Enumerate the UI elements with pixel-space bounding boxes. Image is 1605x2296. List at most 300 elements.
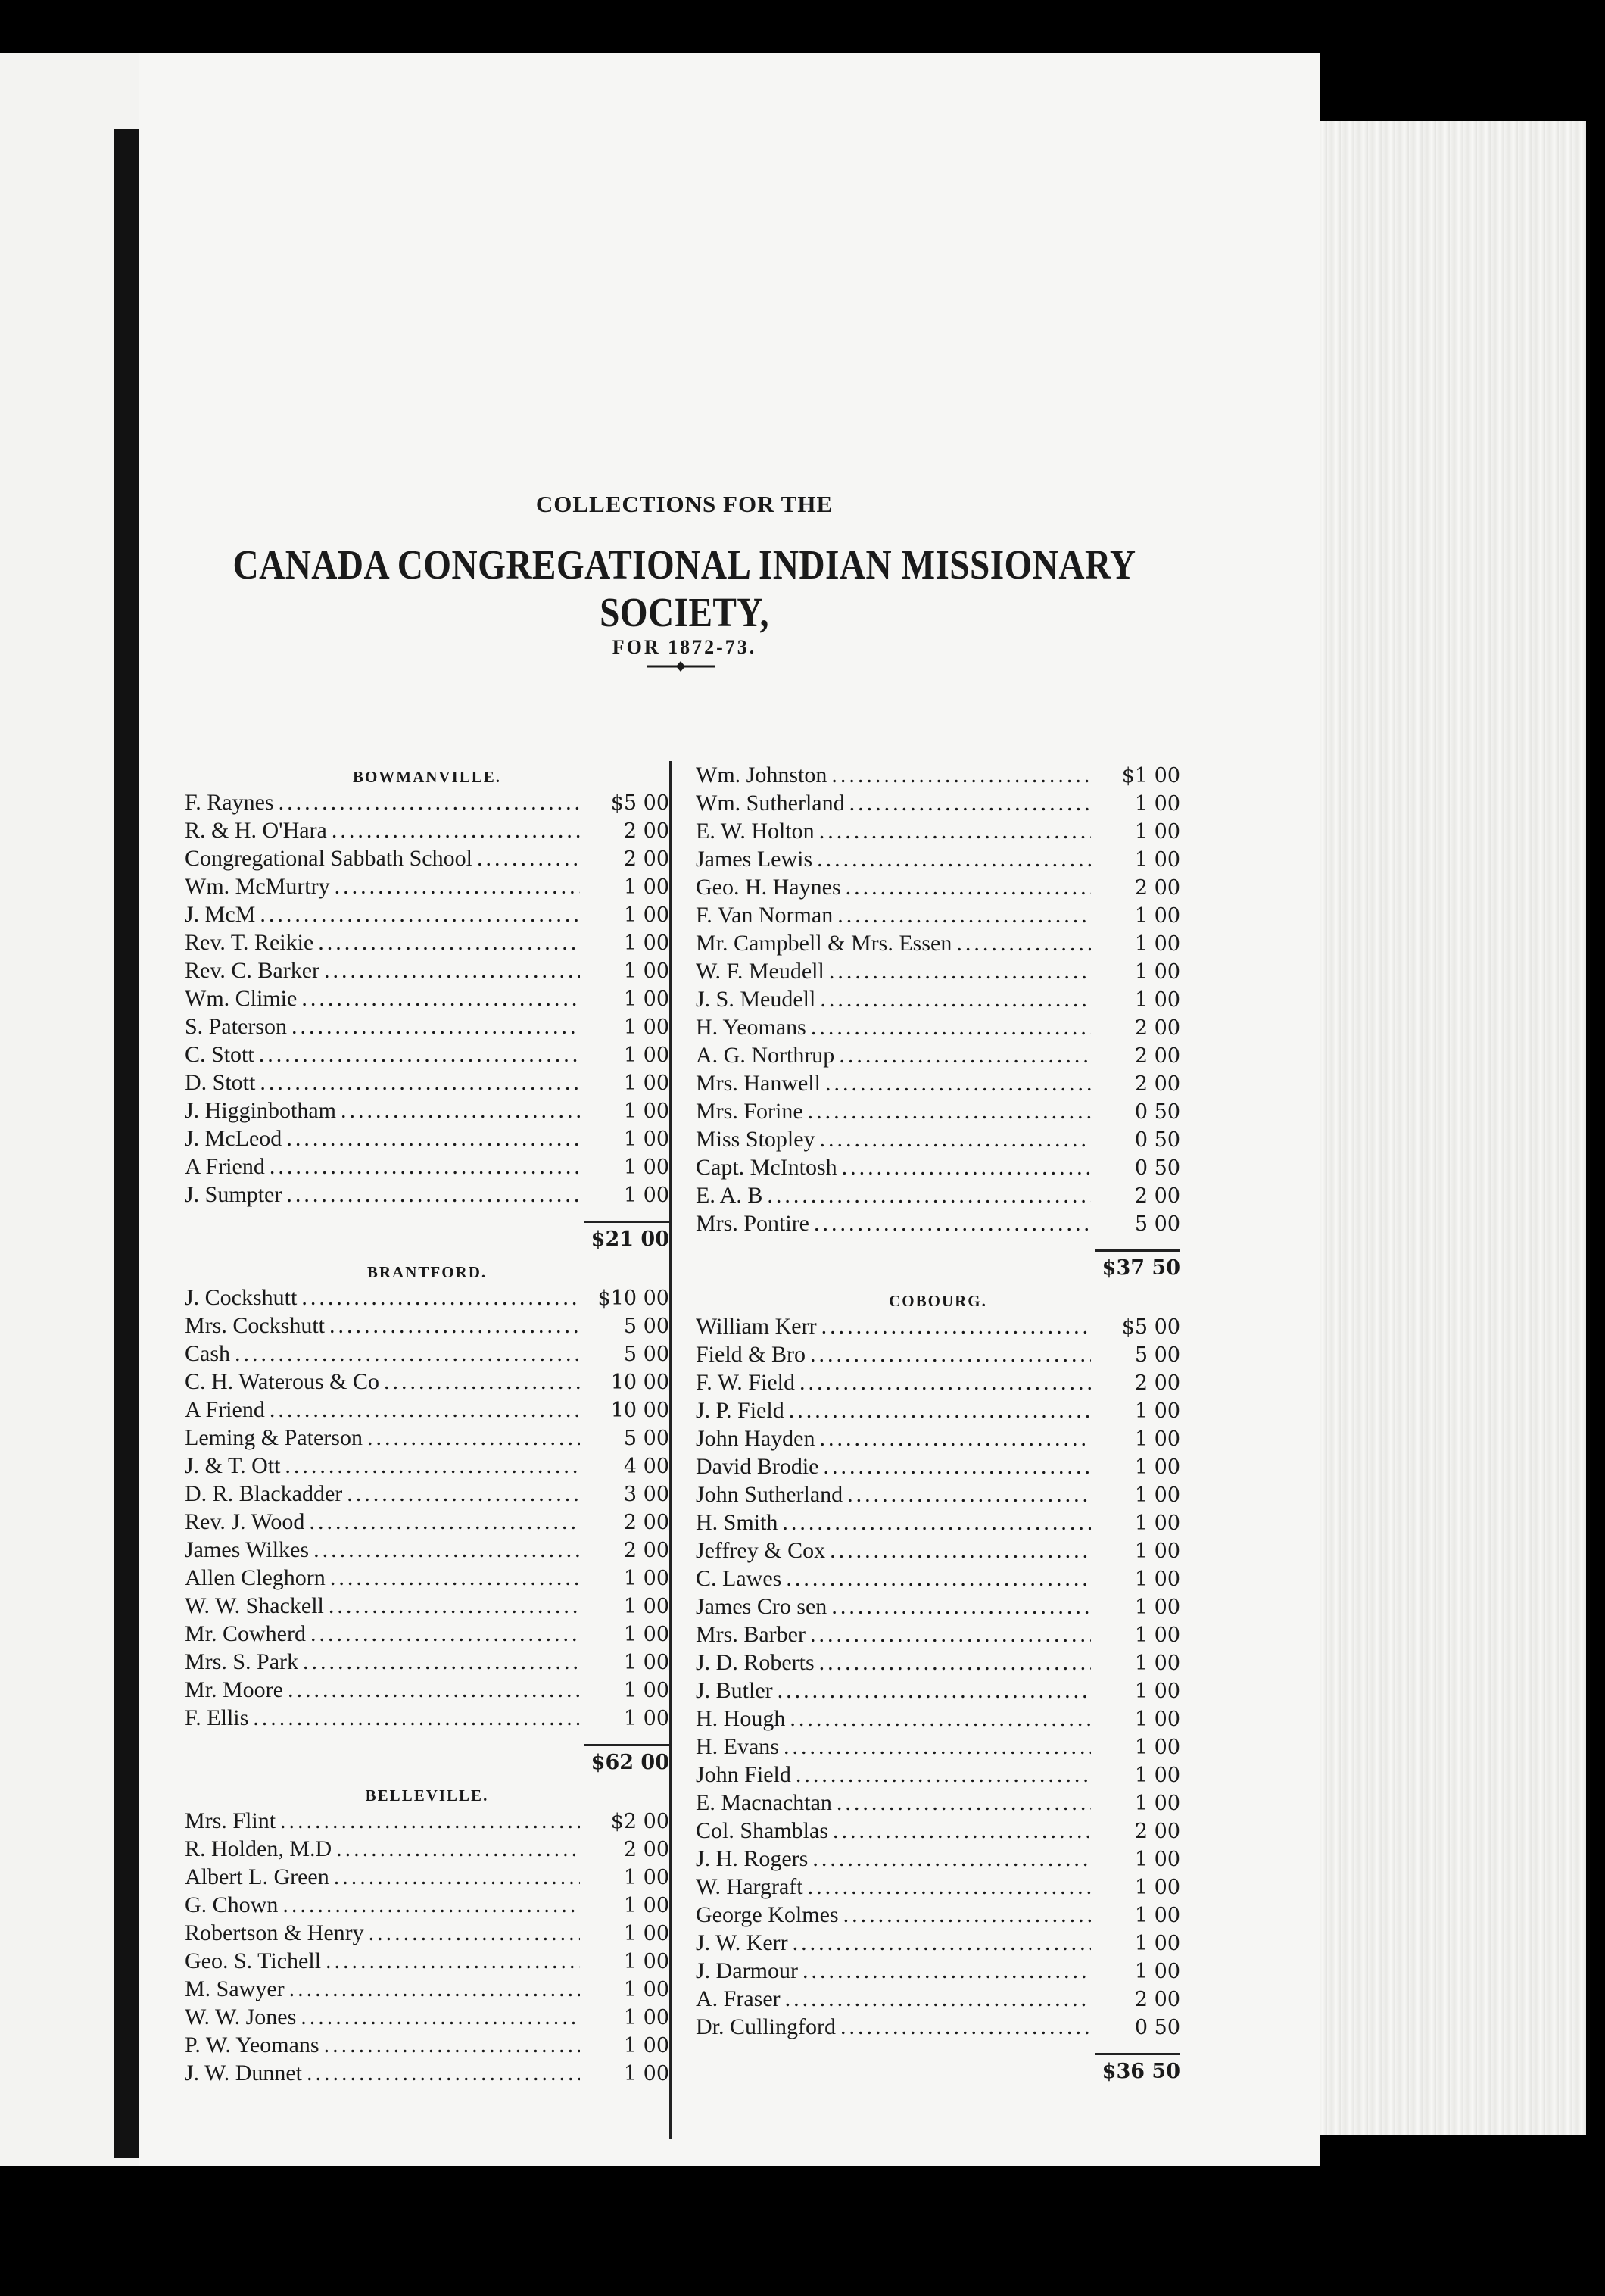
contribution-amount: 1 00 [623, 1072, 669, 1095]
right-column [696, 761, 1180, 2089]
contribution-amount: 1 00 [623, 1894, 669, 1917]
list-item [696, 1181, 1180, 1209]
contributor-name: A. G. Northrup [696, 1043, 835, 1068]
contributor-name: Albert L. Green [185, 1864, 329, 1889]
list-item [696, 1480, 1180, 1508]
leader-dots [831, 761, 1091, 789]
contributor-name: Mr. Cowherd [185, 1621, 306, 1646]
contributor-name: J. D. Roberts [696, 1650, 815, 1675]
leader-dots [785, 1985, 1091, 2013]
contributor-name: J. Sumpter [185, 1182, 282, 1207]
leader-dots [830, 1536, 1091, 1564]
leader-dots [270, 1396, 580, 1424]
leader-dots [384, 1368, 580, 1396]
leader-dots [796, 1761, 1091, 1789]
contributor-name: Mrs. Forine [696, 1099, 803, 1124]
list-item [696, 1452, 1180, 1480]
list-item [696, 1789, 1180, 1817]
page-kicker: COLLECTIONS FOR THE [535, 491, 834, 517]
list-item [696, 1209, 1180, 1237]
contributor-name: Capt. McIntosh [696, 1155, 837, 1180]
leader-dots [285, 1452, 580, 1480]
contribution-amount: 1 00 [623, 1978, 669, 2001]
contributor-name: James Lewis [696, 847, 813, 872]
list-item [185, 1564, 669, 1592]
contribution-amount: 1 00 [1134, 792, 1180, 816]
list-item [696, 1957, 1180, 1985]
leader-dots [279, 788, 580, 816]
contributor-name: W. W. Shackell [185, 1593, 324, 1618]
leader-dots [324, 2031, 580, 2059]
contribution-amount: 1 00 [1134, 988, 1180, 1012]
contributor-name: H. Hough [696, 1706, 786, 1731]
leader-dots [820, 1125, 1091, 1153]
list-item [185, 1480, 669, 1508]
leader-dots [301, 1284, 580, 1312]
leader-dots [289, 1975, 580, 2003]
contribution-amount: 1 00 [1134, 1596, 1180, 1619]
leader-dots [821, 1312, 1091, 1340]
contribution-amount: 1 00 [1134, 1848, 1180, 1871]
list-item [696, 1621, 1180, 1649]
contribution-amount: 2 00 [623, 1539, 669, 1562]
contributor-name: H. Smith [696, 1510, 778, 1535]
list-item [696, 873, 1180, 901]
contributor-name: M. Sawyer [185, 1976, 285, 2001]
list-item [185, 1947, 669, 1975]
contribution-amount: 10 00 [610, 1399, 669, 1422]
list-item [185, 1125, 669, 1153]
contribution-amount: $2 00 [610, 1810, 669, 1833]
contribution-amount: 2 00 [1134, 1016, 1180, 1040]
contributor-name: A. Fraser [696, 1986, 781, 2011]
contribution-amount: 2 00 [623, 1511, 669, 1534]
list-item [185, 1620, 669, 1648]
contributor-name: P. W. Yeomans [185, 2032, 319, 2057]
contribution-amount: 1 00 [1134, 1736, 1180, 1759]
contributor-name: Col. Shamblas [696, 1818, 829, 1843]
list-item [185, 1012, 669, 1040]
list-item [696, 1097, 1180, 1125]
list-item [185, 1863, 669, 1891]
list-item [185, 1424, 669, 1452]
contribution-amount: 1 00 [623, 2034, 669, 2057]
contribution-amount: 1 00 [1134, 1960, 1180, 1983]
contributor-name: E. W. Holton [696, 819, 815, 844]
leader-dots [790, 1705, 1091, 1733]
list-item [185, 2031, 669, 2059]
list-item [696, 1929, 1180, 1957]
leader-dots [808, 1097, 1091, 1125]
list-item [185, 1919, 669, 1947]
list-item [185, 1648, 669, 1676]
leader-dots [811, 1013, 1091, 1041]
contribution-amount: 1 00 [1134, 1708, 1180, 1731]
contribution-amount: 1 00 [623, 959, 669, 983]
list-item [696, 1013, 1180, 1041]
leader-dots [786, 1564, 1091, 1593]
contributor-name: Geo. S. Tichell [185, 1948, 322, 1973]
list-item [185, 1536, 669, 1564]
contributor-name: J. McLeod [185, 1126, 282, 1151]
leader-dots [477, 844, 580, 872]
leader-dots [839, 1041, 1091, 1069]
leader-dots [846, 873, 1091, 901]
contributor-name: F. W. Field [696, 1370, 795, 1395]
contributor-name: William Kerr [696, 1314, 817, 1339]
contribution-amount: 4 00 [623, 1455, 669, 1478]
leader-dots [310, 1620, 580, 1648]
page-year: FOR 1872-73. [612, 636, 757, 658]
leader-dots [808, 1873, 1091, 1901]
contribution-amount: $1 00 [1121, 764, 1180, 788]
list-item [696, 1312, 1180, 1340]
contributor-name: F. Raynes [185, 790, 274, 815]
list-item [696, 901, 1180, 929]
leader-dots [802, 1957, 1091, 1985]
leader-dots [329, 1312, 580, 1340]
contribution-amount: 2 00 [1134, 876, 1180, 900]
list-item [185, 844, 669, 872]
list-item [696, 1536, 1180, 1564]
contributor-name: E. Macnachtan [696, 1790, 832, 1815]
list-item [696, 1733, 1180, 1761]
contribution-amount: 1 00 [623, 1707, 669, 1730]
contributor-name: Allen Cleghorn [185, 1565, 326, 1590]
list-item [185, 2003, 669, 2031]
list-item [185, 1340, 669, 1368]
contribution-amount: 1 00 [623, 1679, 669, 1702]
leader-dots [309, 1508, 580, 1536]
leader-dots [833, 1817, 1091, 1845]
section-spacer [185, 2087, 669, 2095]
contributor-name: Wm. McMurtry [185, 874, 330, 899]
leader-dots [767, 1181, 1091, 1209]
contributor-name: H. Evans [696, 1734, 779, 1759]
contribution-amount: 1 00 [1134, 1427, 1180, 1451]
list-item [185, 872, 669, 900]
contribution-amount: 1 00 [623, 1184, 669, 1207]
list-item [696, 1069, 1180, 1097]
contribution-amount: 0 50 [1134, 1100, 1180, 1124]
left-column [185, 761, 669, 2095]
leader-dots [810, 1621, 1091, 1649]
contributor-name: Mr. Moore [185, 1677, 283, 1702]
leader-dots [812, 1845, 1091, 1873]
list-item [696, 1340, 1180, 1368]
contribution-amount: 1 00 [623, 2062, 669, 2085]
contribution-amount: 1 00 [623, 1567, 669, 1590]
contributor-name: J. Cockshutt [185, 1285, 298, 1310]
list-item [185, 1891, 669, 1919]
leader-dots [810, 1340, 1091, 1368]
contributor-name: C. H. Waterous & Co [185, 1369, 380, 1394]
contribution-amount: 1 00 [1134, 1399, 1180, 1423]
contributor-name: John Hayden [696, 1426, 815, 1451]
contributor-name: F. Ellis [185, 1705, 249, 1730]
leader-dots [313, 1536, 580, 1564]
leader-dots [335, 872, 580, 900]
leader-dots [282, 1891, 580, 1919]
leader-dots [823, 1452, 1091, 1480]
leader-dots [842, 1153, 1091, 1181]
leader-dots [789, 1396, 1091, 1424]
leader-dots [336, 1835, 580, 1863]
list-item [696, 1985, 1180, 2013]
section-total: $21 00 [591, 1228, 669, 1251]
list-item [696, 789, 1180, 817]
contribution-amount: 1 00 [1134, 1483, 1180, 1507]
contributor-name: Rev. C. Barker [185, 958, 320, 983]
leader-dots [286, 1125, 580, 1153]
contribution-amount: 3 00 [623, 1483, 669, 1506]
section-heading: BOWMANVILLE. [352, 768, 502, 786]
contribution-amount: 1 00 [1134, 1932, 1180, 1955]
list-item [185, 1676, 669, 1704]
leader-dots [260, 900, 580, 928]
section-total: $62 00 [591, 1751, 669, 1774]
contribution-amount: 2 00 [1134, 1988, 1180, 2011]
list-item [185, 1508, 669, 1536]
contributor-name: Congregational Sabbath School [185, 846, 472, 871]
contribution-amount: 1 00 [623, 931, 669, 955]
list-item [185, 1835, 669, 1863]
contribution-amount: 1 00 [623, 1156, 669, 1179]
contributor-name: John Sutherland [696, 1482, 843, 1507]
leader-dots [324, 956, 580, 984]
contribution-amount: 1 00 [623, 1595, 669, 1618]
leader-dots [819, 817, 1091, 845]
leader-dots [303, 1648, 580, 1676]
contributor-name: Mrs. Pontire [696, 1211, 809, 1236]
page-edges [1314, 121, 1586, 2135]
contributor-name: Mrs. Flint [185, 1808, 276, 1833]
contributor-name: Leming & Paterson [185, 1425, 363, 1450]
contributor-name: J. Higginbotham [185, 1098, 336, 1123]
section-heading: BELLEVILLE. [365, 1786, 489, 1805]
contributor-name: Mrs. Hanwell [696, 1071, 821, 1096]
list-item [185, 1284, 669, 1312]
leader-dots [253, 1704, 580, 1732]
contributor-name: J. S. Meudell [696, 987, 816, 1012]
contributor-name: Robertson & Henry [185, 1920, 364, 1945]
contribution-amount: 2 00 [623, 819, 669, 843]
contributor-name: Wm. Climie [185, 986, 298, 1011]
list-item [696, 1041, 1180, 1069]
contribution-amount: 5 00 [623, 1315, 669, 1338]
list-item [696, 1153, 1180, 1181]
list-item [696, 985, 1180, 1013]
contribution-amount: 0 50 [1134, 2016, 1180, 2039]
list-item [185, 1396, 669, 1424]
list-item [185, 1040, 669, 1068]
contribution-amount: 1 00 [623, 1866, 669, 1889]
leader-dots [793, 1929, 1091, 1957]
list-item [185, 1704, 669, 1732]
contribution-amount: 5 00 [1134, 1343, 1180, 1367]
leader-dots [837, 901, 1091, 929]
contribution-amount: 1 00 [1134, 1876, 1180, 1899]
list-item [696, 1396, 1180, 1424]
leader-dots [341, 1097, 580, 1125]
contributor-name: Rev. J. Wood [185, 1509, 305, 1534]
contribution-amount: 0 50 [1134, 1128, 1180, 1152]
contribution-amount: 1 00 [1134, 848, 1180, 872]
contribution-amount: 1 00 [1134, 1680, 1180, 1703]
leader-dots [814, 1209, 1091, 1237]
contribution-amount: 1 00 [1134, 1652, 1180, 1675]
contributor-name: J. Butler [696, 1678, 773, 1703]
contribution-amount: 1 00 [623, 1922, 669, 1945]
contribution-amount: 1 00 [623, 1651, 669, 1674]
contribution-amount: 1 00 [1134, 1904, 1180, 1927]
leader-dots [837, 1789, 1091, 1817]
leader-dots [829, 957, 1091, 985]
list-item [696, 1424, 1180, 1452]
contribution-amount: 1 00 [623, 903, 669, 927]
contributor-name: J. P. Field [696, 1398, 784, 1423]
contributor-name: Mrs. Cockshutt [185, 1313, 326, 1338]
leader-dots [301, 984, 580, 1012]
leader-dots [301, 2003, 580, 2031]
contribution-amount: 1 00 [623, 1100, 669, 1123]
list-item [696, 1564, 1180, 1593]
contribution-amount: 1 00 [1134, 904, 1180, 928]
section-heading: BRANTFORD. [366, 1263, 488, 1281]
leader-dots [825, 1069, 1091, 1097]
leader-dots [369, 1919, 580, 1947]
contributor-name: J. Darmour [696, 1958, 798, 1983]
contributor-name: A Friend [185, 1397, 265, 1422]
list-item [696, 1845, 1180, 1873]
leader-dots [784, 1733, 1091, 1761]
contribution-amount: 1 00 [623, 875, 669, 899]
list-item [185, 928, 669, 956]
contribution-amount: 1 00 [623, 1950, 669, 1973]
contributor-name: D. R. Blackadder [185, 1481, 343, 1506]
contributor-name: J. W. Dunnet [185, 2060, 303, 2085]
contributor-name: Mrs. S. Park [185, 1649, 299, 1674]
contributor-name: E. A. B [696, 1183, 763, 1208]
contributor-name: C. Lawes [696, 1566, 782, 1591]
list-item [696, 1593, 1180, 1621]
contribution-amount: 1 00 [623, 2006, 669, 2029]
contributor-name: F. Van Norman [696, 903, 834, 928]
contributor-name: W. Hargraft [696, 1874, 803, 1899]
contributor-name: S. Paterson [185, 1014, 287, 1039]
contribution-amount: 1 00 [1134, 1511, 1180, 1535]
contribution-amount: 10 00 [610, 1371, 669, 1394]
leader-dots [329, 1592, 580, 1620]
contribution-amount: 1 00 [1134, 960, 1180, 984]
leader-dots [782, 1508, 1091, 1536]
contributor-name: Miss Stopley [696, 1127, 815, 1152]
list-item [696, 1761, 1180, 1789]
list-item [696, 1368, 1180, 1396]
leader-dots [330, 1564, 580, 1592]
contributor-name: A Friend [185, 1154, 265, 1179]
list-item [185, 956, 669, 984]
contribution-amount: 1 00 [1134, 820, 1180, 844]
contributor-name: R. & H. O'Hara [185, 818, 327, 843]
list-item [696, 1901, 1180, 1929]
book-page [139, 53, 1320, 2166]
contribution-amount: 1 00 [623, 1015, 669, 1039]
contributor-name: James Wilkes [185, 1537, 310, 1562]
contribution-amount: $10 00 [597, 1287, 669, 1310]
leader-dots [956, 929, 1091, 957]
list-item [696, 1125, 1180, 1153]
list-item [696, 1705, 1180, 1733]
leader-dots [259, 1040, 580, 1068]
contributor-name: C. Stott [185, 1042, 254, 1067]
list-item [185, 1181, 669, 1209]
list-item [185, 816, 669, 844]
list-item [696, 817, 1180, 845]
contribution-amount: 2 00 [1134, 1044, 1180, 1068]
leader-dots [847, 1480, 1091, 1508]
leader-dots [819, 1424, 1091, 1452]
contributor-name: James Cro sen [696, 1594, 827, 1619]
leader-dots [288, 1676, 580, 1704]
contribution-amount: 1 00 [1134, 932, 1180, 956]
leader-dots [778, 1677, 1091, 1705]
list-item [696, 1677, 1180, 1705]
contributor-name: Dr. Cullingford [696, 2014, 836, 2039]
leader-dots [270, 1153, 580, 1181]
contributor-name: R. Holden, M.D [185, 1836, 332, 1861]
contribution-amount: 1 00 [1134, 1624, 1180, 1647]
section-heading: COBOURG. [889, 1292, 987, 1310]
leader-dots [307, 2059, 580, 2087]
contribution-amount: 1 00 [1134, 1455, 1180, 1479]
list-item [185, 1452, 669, 1480]
list-item [696, 845, 1180, 873]
contributor-name: Jeffrey & Cox [696, 1538, 826, 1563]
contribution-amount: 5 00 [1134, 1212, 1180, 1236]
leader-dots [817, 845, 1091, 873]
book-gutter [114, 129, 139, 2158]
ornament-divider [647, 659, 715, 674]
list-item [185, 984, 669, 1012]
contributor-name: J. W. Kerr [696, 1930, 788, 1955]
contributor-name: J. H. Rogers [696, 1846, 809, 1871]
contribution-amount: 2 00 [623, 847, 669, 871]
leader-dots [843, 1901, 1091, 1929]
contributor-name: Mrs. Barber [696, 1622, 806, 1647]
list-item [185, 2059, 669, 2087]
contributor-name: Field & Bro [696, 1342, 806, 1367]
leader-dots [332, 816, 580, 844]
list-item [185, 1153, 669, 1181]
contributor-name: Mr. Campbell & Mrs. Essen [696, 931, 952, 956]
contributor-name: David Brodie [696, 1454, 819, 1479]
list-item [696, 1873, 1180, 1901]
list-item [185, 1312, 669, 1340]
contributor-name: John Field [696, 1762, 791, 1787]
contribution-amount: $5 00 [610, 791, 669, 815]
contribution-amount: 1 00 [623, 1623, 669, 1646]
contributor-name: J. & T. Ott [185, 1453, 281, 1478]
contributor-name: G. Chown [185, 1892, 279, 1917]
leader-dots [840, 2013, 1091, 2041]
list-item [185, 1592, 669, 1620]
leader-dots [831, 1593, 1091, 1621]
contribution-amount: 5 00 [623, 1343, 669, 1366]
list-item [185, 1097, 669, 1125]
leader-dots [819, 1649, 1091, 1677]
leader-dots [799, 1368, 1091, 1396]
